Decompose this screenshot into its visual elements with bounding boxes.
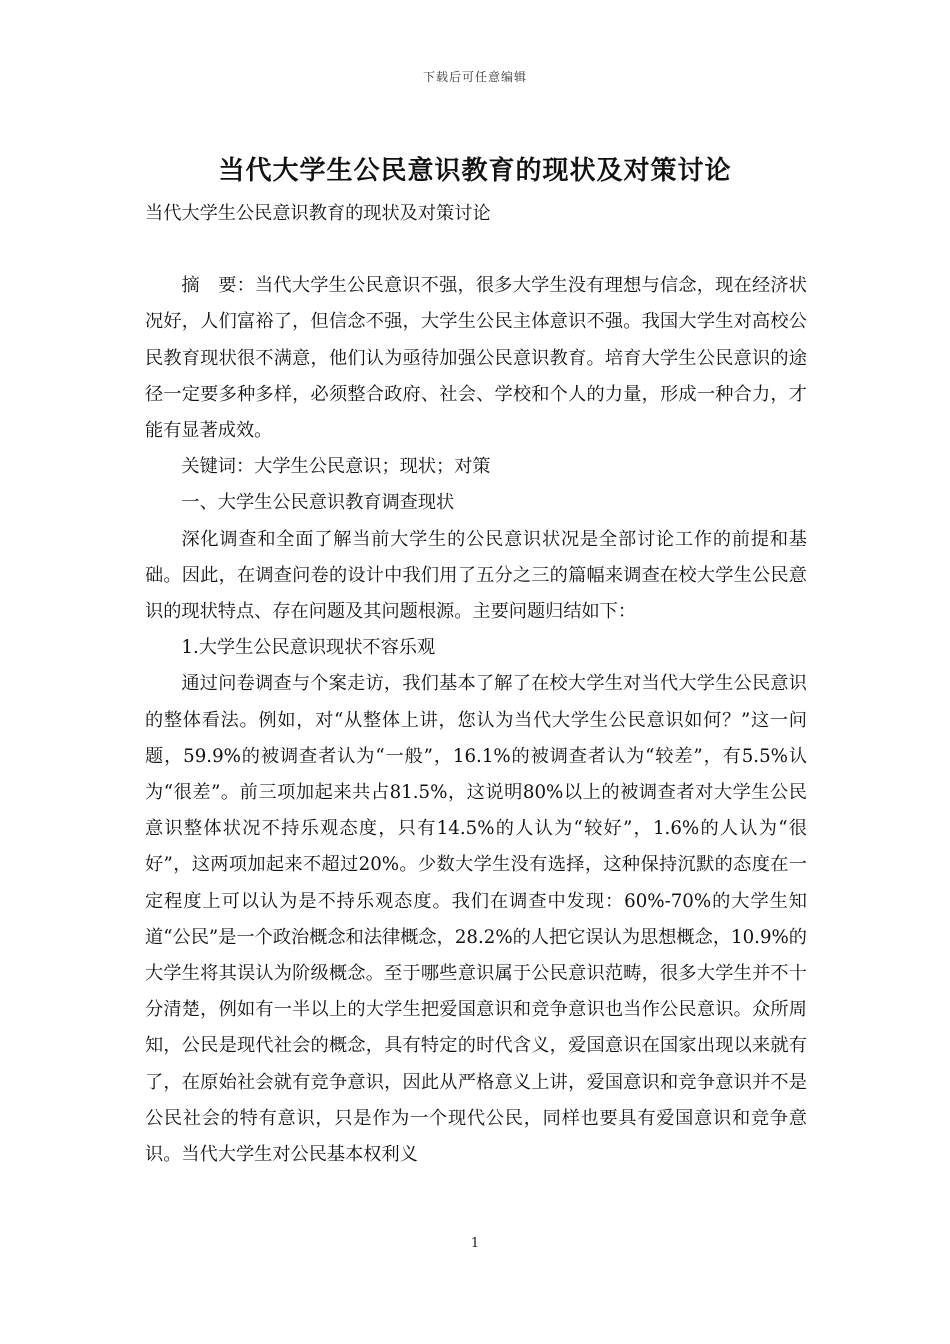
document-title: 当代大学生公民意识教育的现状及对策讨论	[218, 156, 732, 186]
body-paragraph: 深化调查和全面了解当前大学生的公民意识状况是全部讨论工作的前提和基础。因此，在调查问卷的设计中我们用了五分之三的篇幅来调查在校大学生公民意识的现状特点、存在问题及其问题根源。主要问题归结如下：	[145, 528, 807, 623]
subsection-heading: 1.大学生公民意识现状不容乐观	[181, 637, 436, 659]
abstract-paragraph: 摘 要：当代大学生公民意识不强，很多大学生没有理想与信念，现在经济状况好，人们富裕了，但信念不强，大学生公民主体意识不强。我国大学生对高校公民教育现状很不满意，他们认为亟待加强公民意识教育。培育大学生公民意识的途径一定要多种多样，必须整合政府、社会、学校和个人的力量，形成一种合力，才能有显著成效。	[145, 275, 807, 442]
document-body	[145, 196, 807, 1173]
body-paragraph: 通过问卷调查与个案走访，我们基本了解了在校大学生对当代大学生公民意识的整体看法。例如，对“从整体上讲，您认为当代大学生公民意识如何？”这一问题，59.9%的被调查者认为“一般”，16.1%的被调查者认为“较差”，有5.5%认为“很差”。前三项加起来共占81.5%，这说明80%以上的被调查者对大学生公民意识整体状况不持乐观态度，只有14.5%的人认为“较好”，1.6%的人认为“很好”，这两项加起来不超过20%。少数大学生没有选择，这种保持沉默的态度在一定程度上可以认为是不持乐观态度。我们在调查中发现：60%-70%的大学生知道“公民”是一个政治概念和法律概念，28.2%的人把它误认为思想概念，10.9%的大学生将其误认为阶级概念。至于哪些意识属于公民意识范畴，很多大学生并不十分清楚，例如有一半以上的大学生把爱国意识和竞争意识也当作公民意识。众所周知，公民是现代社会的概念，具有特定的时代含义，爱国意识在国家出现以来就有了，在原始社会就有竞争意识，因此从严格意义上讲，爱国意识和竞争意识并不是公民社会的特有意识，只是作为一个现代公民，同样也要具有爱国意识和竞争意识。当代大学生对公民基本权利义	[145, 673, 807, 1166]
section-heading: 一、大学生公民意识教育调查现状	[181, 492, 455, 514]
header-note: 下载后可任意编辑	[422, 70, 527, 84]
keywords-line: 关键词：大学生公民意识；现状；对策	[181, 456, 491, 478]
document-subtitle: 当代大学生公民意识教育的现状及对策讨论	[145, 203, 491, 224]
page-number: 1	[470, 1236, 480, 1251]
